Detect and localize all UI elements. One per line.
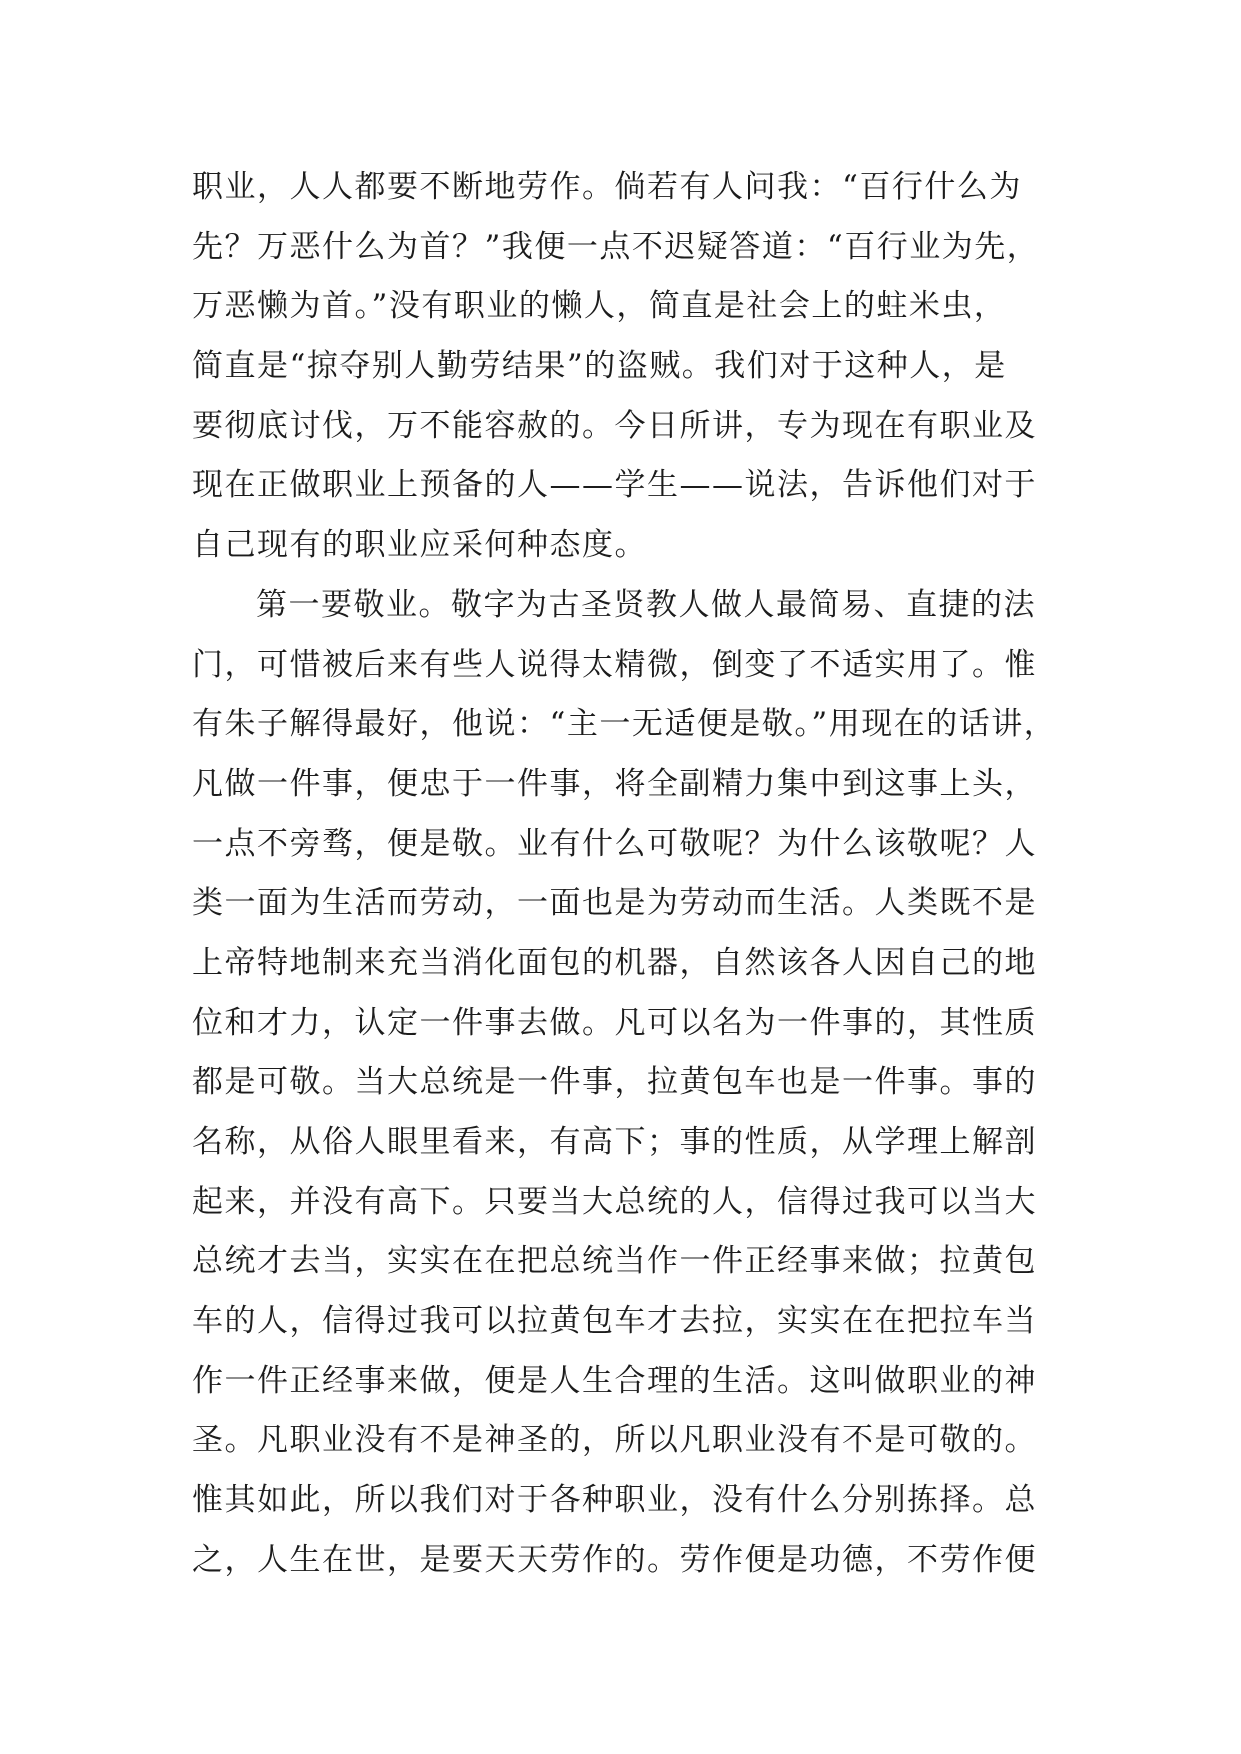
text-line: 要彻底讨伐，万不能容赦的。今日所讲，专为现在有职业及 xyxy=(192,407,1037,444)
text-line: 作一件正经事来做，便是人生合理的生活。这叫做职业的神 xyxy=(192,1362,1037,1399)
body-text xyxy=(192,158,1092,1591)
text-line: 类一面为生活而劳动，一面也是为劳动而生活。人类既不是 xyxy=(192,885,1037,922)
text-line: 职业，人人都要不断地劳作。倘若有人问我：“百行什么为 xyxy=(192,169,1022,205)
text-line: 门，可惜被后来有些人说得太精微，倒变了不适实用了。惟 xyxy=(192,646,1037,683)
text-line: 现在正做职业上预备的人——学生——说法，告诉他们对于 xyxy=(192,467,1037,504)
text-line: 车的人，信得过我可以拉黄包车才去拉，实实在在把拉车当 xyxy=(192,1303,1037,1340)
text-line: 总统才去当，实实在在把总统当作一件正经事来做；拉黄包 xyxy=(192,1243,1037,1280)
text-line: 圣。凡职业没有不是神圣的，所以凡职业没有不是可敬的。 xyxy=(192,1422,1037,1459)
text-line: 自己现有的职业应采何种态度。 xyxy=(192,527,647,564)
text-line: 起来，并没有高下。只要当大总统的人，信得过我可以当大 xyxy=(192,1183,1037,1220)
text-line: 先？万恶什么为首？”我便一点不迟疑答道：“百行业为先， xyxy=(192,228,1040,265)
text-line: 简直是“掠夺别人勤劳结果”的盗贼。我们对于这种人，是 xyxy=(192,348,1007,385)
text-line: 一点不旁骛，便是敬。业有什么可敬呢？为什么该敬呢？人 xyxy=(192,825,1037,862)
text-line: 之，人生在世，是要天天劳作的。劳作便是功德，不劳作便 xyxy=(192,1541,1037,1578)
paragraph-first-line: 第一要敬业。敬字为古圣贤教人做人最简易、直捷的法 xyxy=(256,586,1036,623)
text-line: 都是可敬。当大总统是一件事，拉黄包车也是一件事。事的 xyxy=(192,1064,1037,1101)
text-line: 名称，从俗人眼里看来，有高下；事的性质，从学理上解剖 xyxy=(192,1124,1037,1160)
text-line: 上帝特地制来充当消化面包的机器，自然该各人因自己的地 xyxy=(192,944,1037,981)
text-line: 凡做一件事，便忠于一件事，将全副精力集中到这事上头， xyxy=(192,765,1037,802)
text-line: 惟其如此，所以我们对于各种职业，没有什么分别拣择。总 xyxy=(192,1482,1037,1519)
text-line: 万恶懒为首。”没有职业的懒人，简直是社会上的蛀米虫， xyxy=(192,288,1007,325)
text-line: 位和才力，认定一件事去做。凡可以名为一件事的，其性质 xyxy=(192,1004,1037,1041)
text-line: 有朱子解得最好，他说：“主一无适便是敬。”用现在的话讲， xyxy=(192,706,1057,743)
